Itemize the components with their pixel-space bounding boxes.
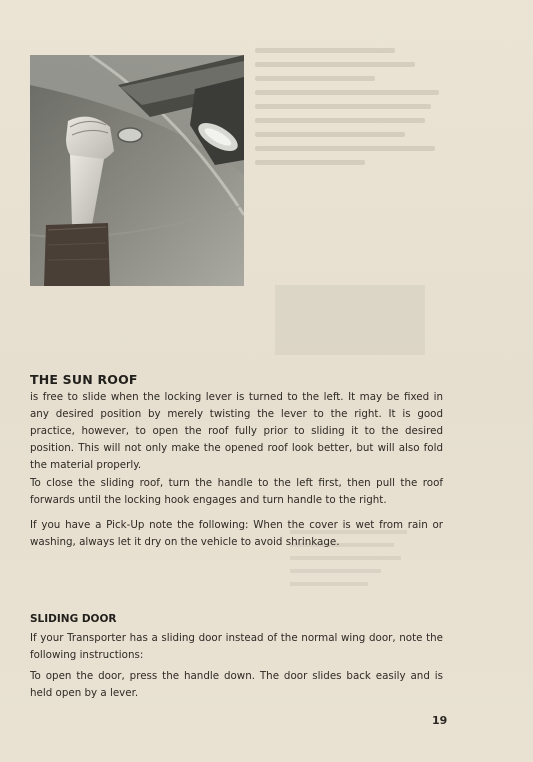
page-number: 19 (432, 714, 448, 727)
bleed-through-image (275, 285, 425, 355)
photo-hand-on-roof-handle-icon (30, 55, 244, 286)
sun-roof-photo (30, 55, 244, 286)
sun-roof-paragraph-3: If you have a Pick-Up note the following: When the cover is wet from rain or washing, always let it dry on the vehicle to avoid shrinkage. (30, 519, 443, 549)
sun-roof-paragraph-1: is free to slide when the locking lever is turned to the left. It may be fixed in any desired position by merely twisting the lever to the right. It is good practice, however, to open the roof fully prior to sliding it to the desired position. This will not only make the opened roof look better, but will also fold the material properly. (30, 391, 443, 472)
sliding-door-heading: SLIDING DOOR (30, 613, 117, 625)
bleed-through-text (255, 48, 455, 178)
sun-roof-heading: THE SUN ROOF (30, 372, 138, 387)
sliding-door-paragraph-2: To open the door, press the handle down. The door slides back easily and is held open by a lever. (30, 670, 443, 700)
sliding-door-paragraph-1: If your Transporter has a sliding door instead of the normal wing door, note the following instructions: (30, 632, 443, 662)
sun-roof-paragraph-2: To close the sliding roof, turn the handle to the left first, then pull the roof forwards until the locking hook engages and turn handle to the right. (30, 477, 443, 507)
